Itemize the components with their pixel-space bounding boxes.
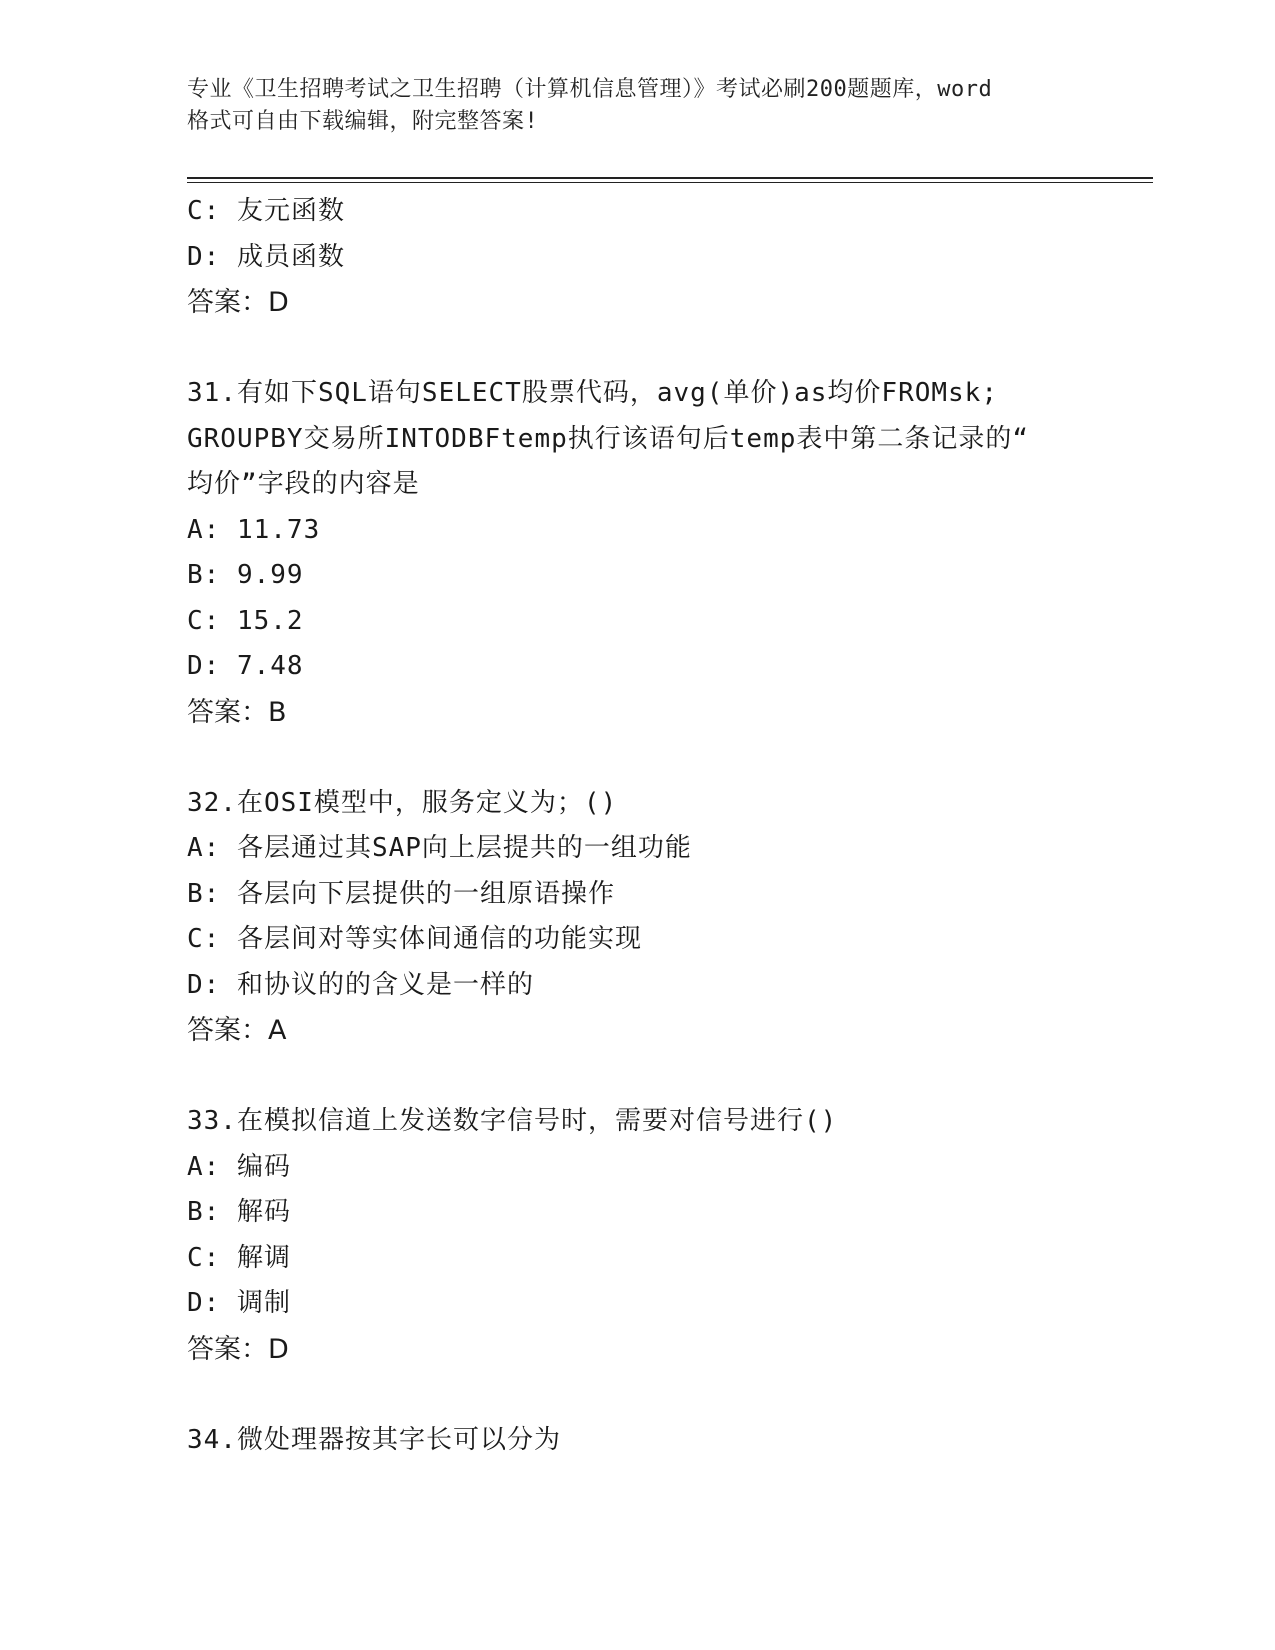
- question-34: [187, 1418, 1147, 1464]
- option-a: A: 各层通过其SAP向上层提共的一组功能: [187, 833, 692, 863]
- option-c: C: 解调: [187, 1242, 291, 1273]
- spacer: [187, 1054, 1147, 1100]
- option-c: C: 各层间对等实体间通信的功能实现: [187, 924, 642, 954]
- question-text-line: GROUPBY交易所INTODBFtemp执行该语句后temp表中第二条记录的“: [187, 423, 1030, 454]
- option-a: A: 11.73: [187, 514, 321, 545]
- answer-line: 答案：D: [187, 1333, 289, 1365]
- header-rule-thick: [187, 177, 1153, 179]
- spacer: [187, 1372, 1147, 1418]
- question-text-line: 32.在OSI模型中，服务定义为；(): [187, 787, 618, 818]
- option-d: D: 7.48: [187, 651, 304, 681]
- header-rule-thin: [187, 182, 1153, 183]
- option-b: B: 解码: [187, 1197, 291, 1227]
- option-d: D: 调制: [187, 1288, 291, 1318]
- question-32: [187, 781, 1147, 1054]
- option-c: C: 15.2: [187, 605, 304, 636]
- header-line-1: 专业《卫生招聘考试之卫生招聘（计算机信息管理）》考试必刷200题题库，word: [187, 77, 993, 102]
- header-line-2: 格式可自由下载编辑，附完整答案!: [187, 109, 539, 134]
- previous-question-tail: [187, 189, 1147, 326]
- option-b: B: 9.99: [187, 560, 304, 590]
- spacer: [187, 326, 1147, 372]
- question-33: [187, 1099, 1147, 1372]
- question-text-line: 33.在模拟信道上发送数字信号时，需要对信号进行(): [187, 1106, 838, 1136]
- option-c: C: 友元函数: [187, 196, 345, 226]
- question-31: [187, 371, 1147, 735]
- option-d: D: 成员函数: [187, 241, 345, 272]
- spacer: [187, 735, 1147, 781]
- answer-line: 答案：B: [187, 696, 287, 728]
- option-d: D: 和协议的的含义是一样的: [187, 969, 534, 1000]
- option-b: B: 各层向下层提供的一组原语操作: [187, 878, 615, 909]
- answer-line: 答案：A: [187, 1015, 287, 1046]
- question-content: [187, 189, 1147, 1463]
- document-header: [187, 74, 1087, 138]
- option-a: A: 编码: [187, 1151, 291, 1182]
- question-text-line: 31.有如下SQL语句SELECT股票代码，avg(单价)as均价FROMsk;: [187, 378, 998, 408]
- question-text-line: 均价”字段的内容是: [187, 469, 420, 499]
- answer-line: 答案：D: [187, 287, 289, 318]
- question-text-line: 34.微处理器按其字长可以分为: [187, 1424, 561, 1455]
